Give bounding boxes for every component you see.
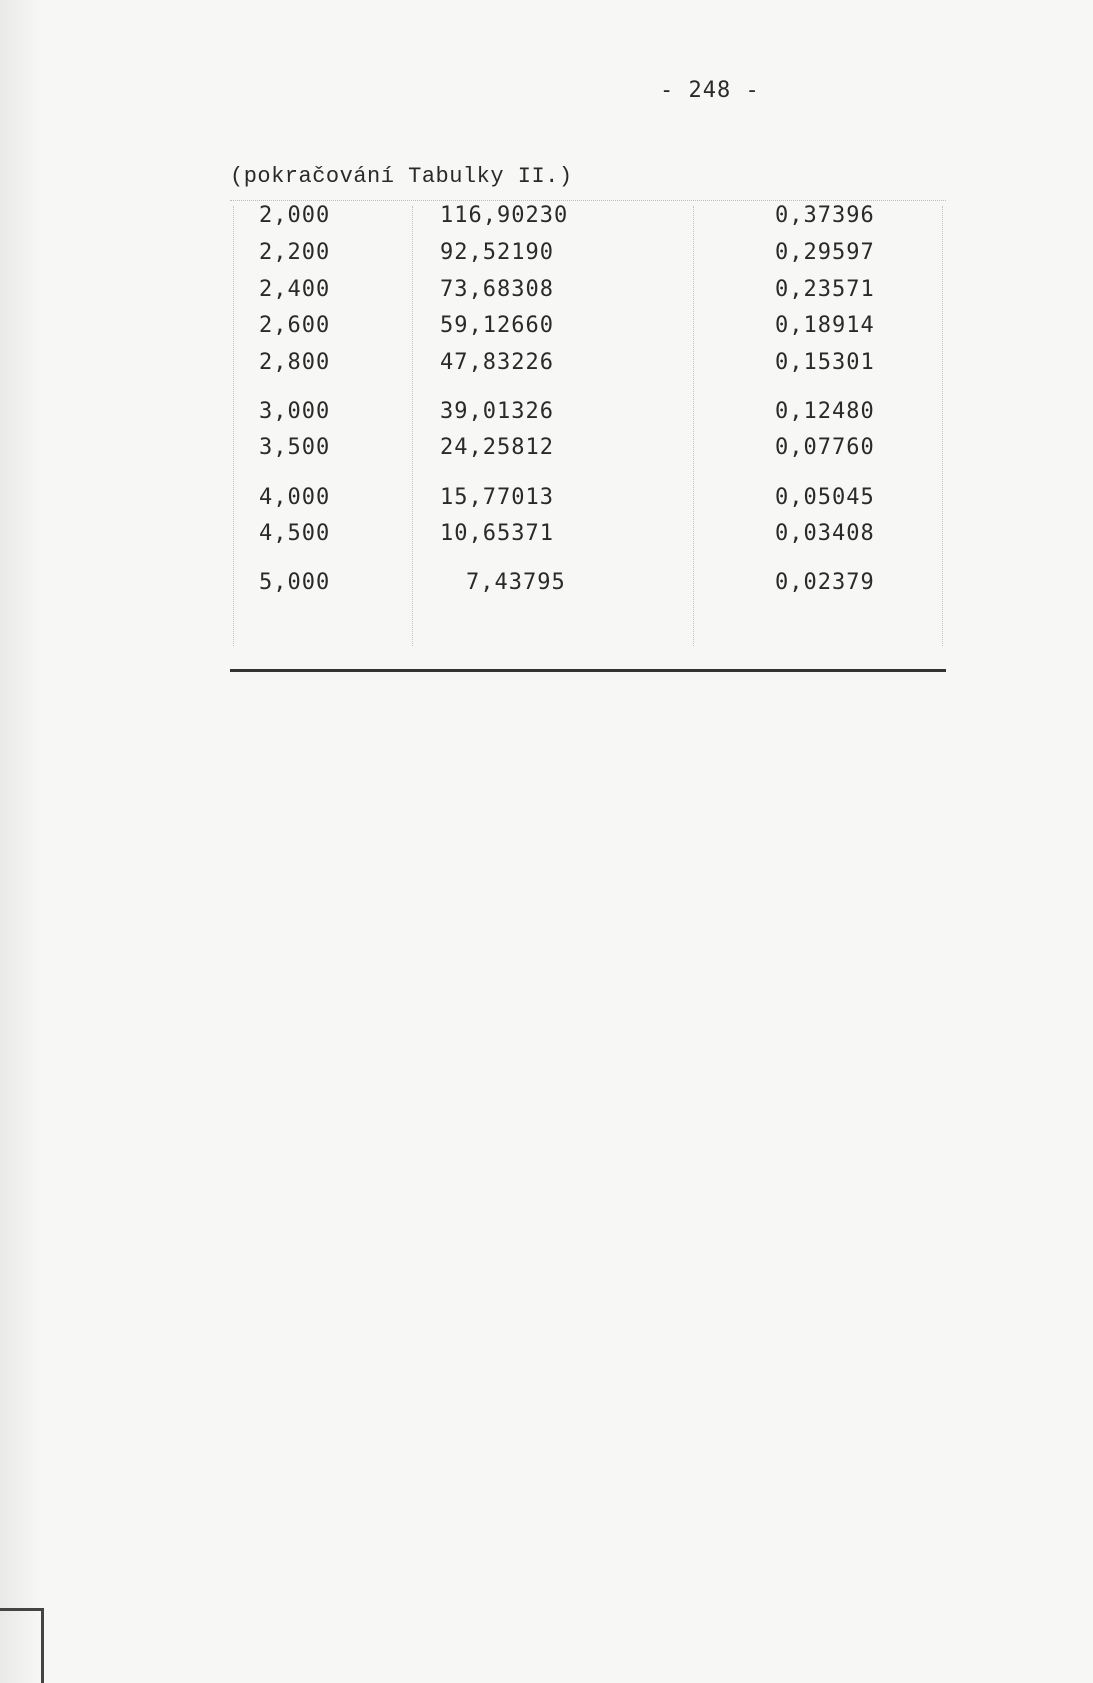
cell-col2: 47,83226 xyxy=(440,350,554,375)
cell-col1: 5,000 xyxy=(259,570,331,595)
cell-col1: 2,400 xyxy=(259,277,331,302)
page-number: - 248 - xyxy=(660,78,760,103)
column-separator xyxy=(233,206,234,646)
cell-col2: 92,52190 xyxy=(440,240,554,265)
cell-col3: 0,23571 xyxy=(775,277,875,302)
cell-col3: 0,15301 xyxy=(775,350,875,375)
cell-col1: 3,000 xyxy=(259,399,331,424)
cell-col2: 39,01326 xyxy=(440,399,554,424)
cell-col2: 7,43795 xyxy=(466,570,566,595)
cell-col1: 2,600 xyxy=(259,313,331,338)
cell-col2: 24,25812 xyxy=(440,435,554,460)
cell-col3: 0,07760 xyxy=(775,435,875,460)
cell-col3: 0,02379 xyxy=(775,570,875,595)
cell-col3: 0,18914 xyxy=(775,313,875,338)
table-bottom-rule xyxy=(230,669,946,672)
column-separator xyxy=(942,206,943,646)
scan-left-edge-shadow xyxy=(0,0,40,1683)
cell-col3: 0,29597 xyxy=(775,240,875,265)
cell-col2: 10,65371 xyxy=(440,521,554,546)
cell-col1: 4,500 xyxy=(259,521,331,546)
cell-col3: 0,12480 xyxy=(775,399,875,424)
table-caption: (pokračování Tabulky II.) xyxy=(230,164,573,189)
cell-col2: 116,90230 xyxy=(440,203,569,228)
cell-col1: 4,000 xyxy=(259,485,331,510)
cell-col2: 59,12660 xyxy=(440,313,554,338)
cell-col1: 2,800 xyxy=(259,350,331,375)
cell-col2: 15,77013 xyxy=(440,485,554,510)
table-top-rule xyxy=(230,200,946,201)
scan-corner-mark xyxy=(0,1608,44,1683)
data-table xyxy=(230,200,946,673)
cell-col1: 2,000 xyxy=(259,203,331,228)
cell-col1: 3,500 xyxy=(259,435,331,460)
cell-col1: 2,200 xyxy=(259,240,331,265)
cell-col3: 0,03408 xyxy=(775,521,875,546)
cell-col3: 0,05045 xyxy=(775,485,875,510)
cell-col3: 0,37396 xyxy=(775,203,875,228)
column-separator xyxy=(412,206,413,646)
cell-col2: 73,68308 xyxy=(440,277,554,302)
